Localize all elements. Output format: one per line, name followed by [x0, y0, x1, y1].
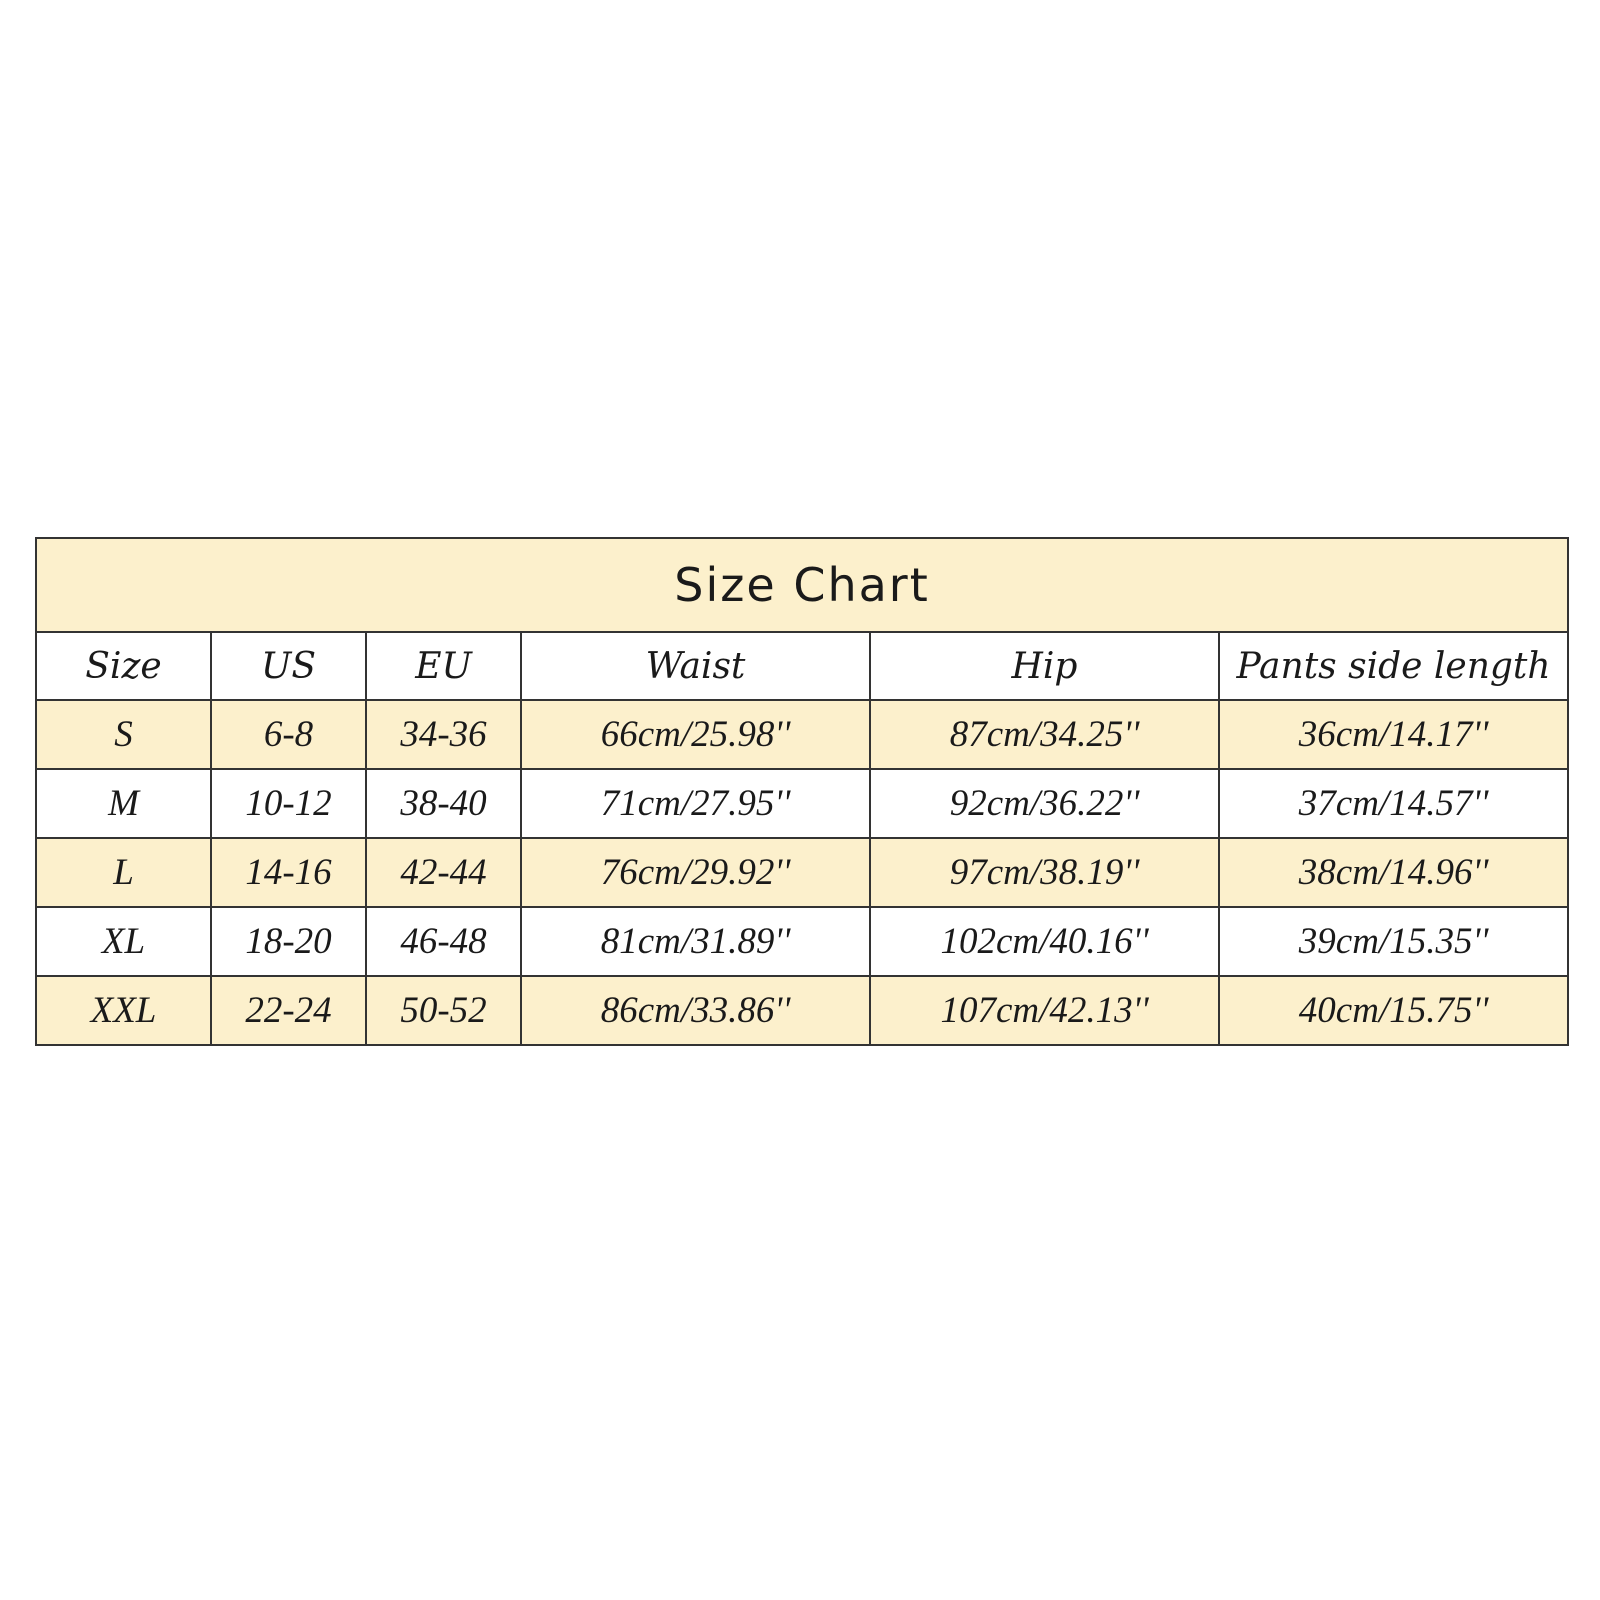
cell-size: M [36, 769, 211, 838]
cell-pants-side-length: 38cm/14.96'' [1219, 838, 1568, 907]
cell-pants-side-length: 37cm/14.57'' [1219, 769, 1568, 838]
cell-waist: 66cm/25.98'' [521, 700, 870, 769]
cell-eu: 42-44 [366, 838, 521, 907]
header-eu: EU [366, 632, 521, 700]
size-chart-table [35, 537, 1569, 1046]
chart-title: Size Chart [36, 538, 1568, 632]
cell-eu: 34-36 [366, 700, 521, 769]
table-row [36, 838, 1568, 907]
cell-eu: 46-48 [366, 907, 521, 976]
header-row [36, 632, 1568, 700]
cell-pants-side-length: 36cm/14.17'' [1219, 700, 1568, 769]
cell-eu: 38-40 [366, 769, 521, 838]
cell-hip: 87cm/34.25'' [870, 700, 1219, 769]
header-waist: Waist [521, 632, 870, 700]
cell-eu: 50-52 [366, 976, 521, 1045]
table-row [36, 700, 1568, 769]
cell-us: 6-8 [211, 700, 366, 769]
cell-waist: 81cm/31.89'' [521, 907, 870, 976]
cell-size: XL [36, 907, 211, 976]
cell-hip: 92cm/36.22'' [870, 769, 1219, 838]
header-size: Size [36, 632, 211, 700]
cell-hip: 102cm/40.16'' [870, 907, 1219, 976]
cell-size: XXL [36, 976, 211, 1045]
header-pants-side-length: Pants side length [1219, 632, 1568, 700]
cell-us: 14-16 [211, 838, 366, 907]
cell-waist: 76cm/29.92'' [521, 838, 870, 907]
cell-hip: 107cm/42.13'' [870, 976, 1219, 1045]
cell-pants-side-length: 40cm/15.75'' [1219, 976, 1568, 1045]
cell-us: 18-20 [211, 907, 366, 976]
header-hip: Hip [870, 632, 1219, 700]
cell-size: S [36, 700, 211, 769]
cell-waist: 71cm/27.95'' [521, 769, 870, 838]
cell-pants-side-length: 39cm/15.35'' [1219, 907, 1568, 976]
table-row [36, 769, 1568, 838]
table-row [36, 976, 1568, 1045]
header-us: US [211, 632, 366, 700]
cell-size: L [36, 838, 211, 907]
cell-us: 22-24 [211, 976, 366, 1045]
cell-us: 10-12 [211, 769, 366, 838]
title-row [36, 538, 1568, 632]
table-row [36, 907, 1568, 976]
size-chart [35, 537, 1567, 1046]
cell-hip: 97cm/38.19'' [870, 838, 1219, 907]
cell-waist: 86cm/33.86'' [521, 976, 870, 1045]
